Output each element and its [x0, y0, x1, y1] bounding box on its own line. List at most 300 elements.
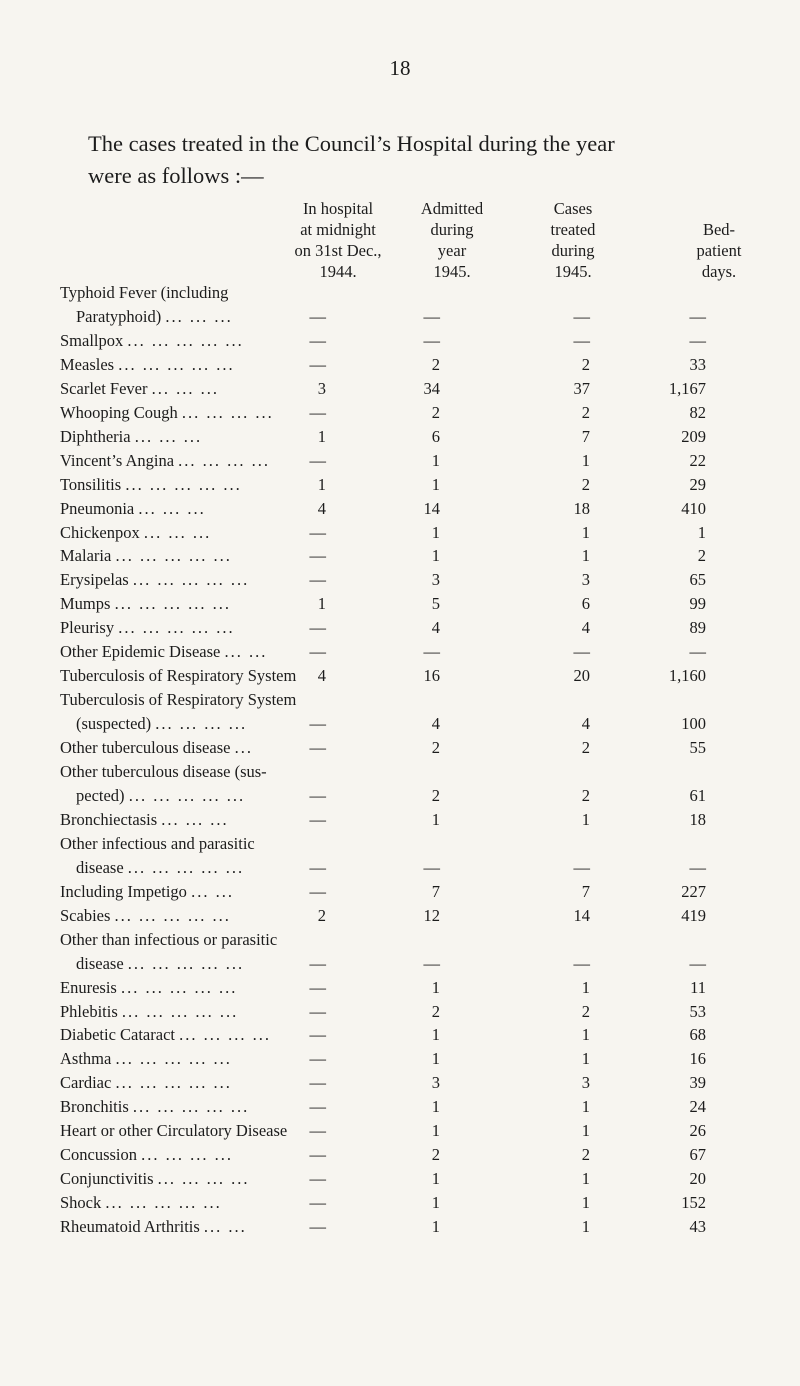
- row-value: 1: [317, 474, 326, 494]
- table-row: [0, 521, 800, 545]
- intro-paragraph: [88, 128, 768, 192]
- row-value: —: [309, 450, 326, 470]
- table-row: [0, 497, 800, 521]
- row-value: —: [573, 642, 590, 662]
- leader-dots: ... ... ... ...: [178, 450, 271, 470]
- table-row: [0, 760, 800, 784]
- intro-line-1: The cases treated in the Council’s Hospital during the year: [88, 131, 615, 156]
- row-value: 1: [431, 546, 440, 566]
- row-value: —: [573, 330, 590, 350]
- row-value: 82: [689, 402, 706, 422]
- row-label: [76, 952, 244, 976]
- row-value: 1: [697, 522, 706, 542]
- table-row: [0, 736, 800, 760]
- table-row: [0, 616, 800, 640]
- table-row: [0, 473, 800, 497]
- row-label: [60, 736, 253, 760]
- row-label: [60, 1191, 222, 1215]
- row-value: —: [309, 1145, 326, 1165]
- row-label: [60, 1095, 249, 1119]
- header-line: patient: [696, 241, 742, 260]
- row-value: 4: [431, 714, 440, 734]
- table-row: [0, 1023, 800, 1047]
- row-label-text: Tonsilitis: [60, 474, 122, 494]
- row-label-text: Other Epidemic Disease: [60, 642, 221, 662]
- row-label-text: Phlebitis: [60, 1001, 118, 1021]
- row-value: —: [309, 977, 326, 997]
- row-label: [60, 329, 244, 353]
- row-label-text: Scarlet Fever: [60, 378, 148, 398]
- leader-dots: ... ... ...: [134, 426, 203, 446]
- row-label: [60, 401, 274, 425]
- row-value: 18: [689, 809, 706, 829]
- row-value: —: [309, 1049, 326, 1069]
- leader-dots: ... ... ... ...: [179, 1025, 271, 1045]
- row-value: 2: [581, 1145, 590, 1165]
- row-value: 2: [431, 1001, 440, 1021]
- leader-dots: ... ... ... ... ...: [120, 977, 238, 997]
- row-value: 3: [431, 570, 440, 590]
- row-value: —: [309, 1217, 326, 1237]
- table-row: [0, 592, 800, 616]
- row-value: 1: [431, 1193, 440, 1213]
- row-value: —: [309, 1025, 326, 1045]
- row-value: 33: [689, 354, 706, 374]
- row-label: [60, 688, 296, 712]
- table-row: [0, 1143, 800, 1167]
- header-line: during: [551, 241, 595, 260]
- header-line: on 31st Dec.,: [294, 241, 382, 260]
- leader-dots: ... ... ... ...: [141, 1145, 234, 1165]
- row-value: —: [423, 642, 440, 662]
- row-value: —: [309, 785, 326, 805]
- leader-dots: ... ... ... ... ...: [105, 1193, 222, 1213]
- table-row: [0, 688, 800, 712]
- table-row: [0, 1047, 800, 1071]
- table-row: [0, 568, 800, 592]
- row-label: [60, 1167, 250, 1191]
- table-row: [0, 664, 800, 688]
- row-value: 1: [581, 977, 590, 997]
- row-value: 18: [573, 498, 590, 518]
- row-label-text: Diphtheria: [60, 426, 131, 446]
- row-value: 1: [581, 1217, 590, 1237]
- row-value: —: [309, 738, 326, 758]
- row-value: 65: [689, 570, 706, 590]
- leader-dots: ... ... ...: [165, 306, 233, 326]
- row-label-text: Scabies: [60, 905, 111, 925]
- row-value: 152: [681, 1193, 706, 1213]
- row-label-text: disease: [76, 953, 124, 973]
- table-row: [0, 377, 800, 401]
- leader-dots: ... ... ...: [161, 809, 229, 829]
- row-value: —: [309, 522, 326, 542]
- table-row: [0, 1071, 800, 1095]
- row-value: —: [309, 330, 326, 350]
- table-row: [0, 353, 800, 377]
- row-value: 1: [431, 1121, 440, 1141]
- leader-dots: ... ...: [191, 881, 234, 901]
- table-row: [0, 928, 800, 952]
- header-line: In hospital: [302, 199, 374, 218]
- row-label-text: Bronchitis: [60, 1097, 129, 1117]
- row-value: 2: [581, 354, 590, 374]
- row-value: 100: [681, 714, 706, 734]
- row-value: 4: [581, 618, 590, 638]
- row-value: 7: [431, 881, 440, 901]
- row-label-text: Mumps: [60, 594, 111, 614]
- row-label: [60, 544, 232, 568]
- table-row: [0, 281, 800, 305]
- table-row: [0, 1167, 800, 1191]
- row-value: 1: [317, 594, 326, 614]
- row-value: 26: [689, 1121, 706, 1141]
- row-value: 2: [431, 785, 440, 805]
- row-value: 2: [581, 1001, 590, 1021]
- row-value: 5: [431, 594, 440, 614]
- row-label: [60, 880, 234, 904]
- table-row: [0, 712, 800, 736]
- leader-dots: ... ... ... ...: [157, 1169, 250, 1189]
- row-value: 1: [431, 1169, 440, 1189]
- table-row: [0, 976, 800, 1000]
- intro-line-2: were as follows :—: [88, 163, 264, 188]
- row-label-text: Other tuberculous disease (sus-: [60, 762, 267, 781]
- row-value: —: [423, 330, 440, 350]
- row-value: —: [309, 402, 326, 422]
- row-value: 68: [689, 1025, 706, 1045]
- row-label-text: (suspected): [76, 714, 152, 734]
- row-label: [60, 760, 267, 784]
- leader-dots: ... ...: [224, 642, 268, 662]
- leader-dots: ... ... ... ...: [181, 402, 274, 422]
- row-label-text: disease: [76, 857, 124, 877]
- row-value: —: [309, 953, 326, 973]
- header-line: 1945.: [554, 262, 592, 281]
- row-value: 1: [431, 977, 440, 997]
- row-value: 3: [317, 378, 326, 398]
- row-label: [60, 1119, 287, 1143]
- row-label-text: Vincent’s Angina: [60, 450, 175, 470]
- row-label-text: Whooping Cough: [60, 402, 178, 422]
- row-value: 410: [681, 498, 706, 518]
- row-label-text: Tuberculosis of Respiratory System: [60, 690, 297, 710]
- row-label: [60, 473, 242, 497]
- row-value: 2: [697, 546, 706, 566]
- row-label-text: Erysipelas: [60, 570, 129, 590]
- leader-dots: ... ... ... ... ...: [127, 953, 245, 973]
- row-label-text: Heart or other Circulatory Disease: [60, 1121, 288, 1141]
- row-value: 4: [317, 498, 326, 518]
- row-label-text: Tuberculosis of Respiratory System: [60, 666, 297, 686]
- header-line: at midnight: [300, 220, 376, 239]
- row-value: —: [309, 881, 326, 901]
- row-label: [60, 1215, 247, 1239]
- table-row: [0, 832, 800, 856]
- leader-dots: ... ... ... ... ...: [132, 1097, 250, 1117]
- row-value: 7: [581, 881, 590, 901]
- row-label-text: Pneumonia: [60, 498, 135, 518]
- row-value: 99: [689, 594, 706, 614]
- row-value: —: [309, 1121, 326, 1141]
- row-value: 16: [423, 666, 440, 686]
- row-label: [76, 784, 245, 808]
- row-value: 89: [689, 618, 706, 638]
- row-value: 1: [431, 1049, 440, 1069]
- leader-dots: ... ... ... ... ...: [114, 905, 231, 925]
- row-value: 2: [317, 905, 326, 925]
- header-line: treated: [550, 220, 596, 239]
- row-label-text: Asthma: [60, 1049, 112, 1069]
- row-value: 1: [581, 546, 590, 566]
- row-label: [60, 521, 211, 545]
- row-value: 4: [317, 666, 326, 686]
- leader-dots: ... ... ... ... ...: [115, 546, 232, 566]
- row-value: 6: [581, 594, 590, 614]
- row-label-text: Malaria: [60, 546, 112, 566]
- row-value: —: [423, 306, 440, 326]
- row-label-text: pected): [76, 785, 125, 805]
- row-value: 29: [689, 474, 706, 494]
- header-cases-treated: [518, 198, 628, 282]
- header-line: 1944.: [319, 262, 357, 281]
- row-value: —: [309, 1169, 326, 1189]
- row-value: 1: [581, 1169, 590, 1189]
- row-value: 1: [581, 809, 590, 829]
- row-value: 34: [423, 378, 440, 398]
- leader-dots: ... ... ... ... ...: [127, 857, 245, 877]
- row-value: 22: [689, 450, 706, 470]
- row-value: 11: [690, 977, 706, 997]
- row-label-text: Smallpox: [60, 330, 124, 350]
- row-value: 4: [581, 714, 590, 734]
- header-admitted: [392, 198, 512, 282]
- row-value: 1: [431, 522, 440, 542]
- row-value: 14: [573, 905, 590, 925]
- row-value: —: [689, 857, 706, 877]
- row-label-text: Other infectious and parasitic: [60, 833, 255, 853]
- row-value: —: [309, 1001, 326, 1021]
- table-row: [0, 329, 800, 353]
- row-label-text: Other than infectious or parasitic: [60, 929, 278, 949]
- row-value: —: [689, 953, 706, 973]
- leader-dots: ... ... ...: [138, 498, 206, 518]
- row-value: 1,160: [668, 666, 706, 686]
- table-row: [0, 425, 800, 449]
- row-value: 20: [689, 1169, 706, 1189]
- header-line: days.: [701, 262, 737, 281]
- row-value: 1: [431, 809, 440, 829]
- row-value: —: [309, 546, 326, 566]
- row-value: 1: [581, 450, 590, 470]
- row-value: 55: [689, 738, 706, 758]
- table-row: [0, 784, 800, 808]
- row-value: 1: [431, 450, 440, 470]
- row-label: [60, 425, 202, 449]
- row-value: —: [423, 953, 440, 973]
- row-label: [76, 856, 244, 880]
- row-value: 43: [689, 1217, 706, 1237]
- row-value: 1: [581, 1193, 590, 1213]
- row-value: —: [423, 857, 440, 877]
- row-value: —: [309, 714, 326, 734]
- row-label-text: Including Impetigo: [60, 881, 187, 901]
- leader-dots: ...: [234, 738, 253, 758]
- row-value: —: [573, 306, 590, 326]
- table-row: [0, 449, 800, 473]
- row-value: —: [309, 809, 326, 829]
- row-value: 24: [689, 1097, 706, 1117]
- row-value: 61: [689, 785, 706, 805]
- row-value: 2: [581, 785, 590, 805]
- table-row: [0, 401, 800, 425]
- row-label: [76, 712, 247, 736]
- row-label: [76, 305, 233, 329]
- row-label-text: Other tuberculous disease: [60, 738, 231, 758]
- table-row: [0, 1191, 800, 1215]
- row-label-text: Typhoid Fever (including: [60, 283, 229, 302]
- row-value: —: [309, 570, 326, 590]
- row-label: [60, 616, 235, 640]
- table-row: [0, 640, 800, 664]
- row-label: [60, 592, 231, 616]
- row-value: 3: [431, 1073, 440, 1093]
- leader-dots: ... ... ...: [143, 522, 212, 542]
- row-value: 39: [689, 1073, 706, 1093]
- row-label: [60, 353, 235, 377]
- row-value: 3: [581, 1073, 590, 1093]
- row-label: [60, 568, 249, 592]
- table-row: [0, 904, 800, 928]
- row-value: 67: [689, 1145, 706, 1165]
- row-label-text: Cardiac: [60, 1073, 112, 1093]
- row-value: 37: [573, 378, 590, 398]
- row-value: 3: [581, 570, 590, 590]
- table-row: [0, 1000, 800, 1024]
- header-line: Bed-: [702, 220, 736, 239]
- row-label-text: Diabetic Cataract: [60, 1025, 175, 1045]
- row-value: —: [573, 953, 590, 973]
- row-label: [60, 832, 255, 856]
- row-label-text: Measles: [60, 354, 115, 374]
- row-label: [60, 928, 277, 952]
- row-value: 12: [423, 905, 440, 925]
- row-value: —: [309, 1193, 326, 1213]
- row-value: 1: [581, 1097, 590, 1117]
- row-value: —: [573, 857, 590, 877]
- row-label: [60, 449, 270, 473]
- leader-dots: ... ... ... ... ...: [128, 785, 246, 805]
- row-value: 20: [573, 666, 590, 686]
- row-value: 1: [581, 1049, 590, 1069]
- page-number: 18: [389, 56, 411, 80]
- leader-dots: ... ... ... ... ...: [125, 474, 242, 494]
- leader-dots: ... ... ... ... ...: [114, 594, 231, 614]
- row-value: —: [689, 306, 706, 326]
- row-label: [60, 1047, 232, 1071]
- table-row: [0, 856, 800, 880]
- row-value: 419: [681, 905, 706, 925]
- row-label: [60, 1071, 232, 1095]
- row-label: [60, 497, 206, 521]
- row-value: 2: [431, 402, 440, 422]
- row-label-text: Pleurisy: [60, 618, 115, 638]
- row-value: 1: [581, 1025, 590, 1045]
- row-value: —: [309, 618, 326, 638]
- header-line: year: [437, 241, 467, 260]
- row-value: 2: [581, 738, 590, 758]
- row-value: 14: [423, 498, 440, 518]
- row-value: 2: [581, 402, 590, 422]
- row-label: [60, 1000, 238, 1024]
- table-row: [0, 1215, 800, 1239]
- row-value: 2: [431, 1145, 440, 1165]
- row-value: 1,167: [668, 378, 706, 398]
- row-value: 1: [581, 1121, 590, 1141]
- row-value: 6: [431, 426, 440, 446]
- header-line: Cases: [553, 199, 593, 218]
- row-value: 227: [681, 881, 706, 901]
- row-value: 4: [431, 618, 440, 638]
- row-value: —: [689, 330, 706, 350]
- leader-dots: ... ... ...: [151, 378, 220, 398]
- row-label-text: Conjunctivitis: [60, 1169, 154, 1189]
- row-label: [60, 976, 237, 1000]
- row-value: —: [309, 857, 326, 877]
- row-label: [60, 1023, 271, 1047]
- table-row: [0, 544, 800, 568]
- row-label-text: Paratyphoid): [76, 306, 162, 326]
- leader-dots: ... ... ... ... ...: [127, 330, 244, 350]
- row-value: —: [309, 1097, 326, 1117]
- row-value: 2: [581, 474, 590, 494]
- table-row: [0, 808, 800, 832]
- row-label: [60, 904, 231, 928]
- row-label-text: Bronchiectasis: [60, 809, 158, 829]
- row-value: —: [309, 306, 326, 326]
- leader-dots: ... ... ... ... ...: [132, 570, 250, 590]
- header-line: during: [430, 220, 474, 239]
- row-value: 1: [431, 474, 440, 494]
- row-value: 2: [431, 738, 440, 758]
- row-value: 1: [581, 522, 590, 542]
- row-value: 2: [431, 354, 440, 374]
- row-label: [60, 640, 267, 664]
- row-value: 53: [689, 1001, 706, 1021]
- header-line: Admitted: [420, 199, 484, 218]
- row-value: 1: [431, 1217, 440, 1237]
- leader-dots: ... ... ... ... ...: [121, 1001, 239, 1021]
- row-label: [60, 281, 228, 305]
- row-value: —: [309, 354, 326, 374]
- leader-dots: ... ... ... ... ...: [115, 1049, 232, 1069]
- row-value: 1: [317, 426, 326, 446]
- row-label-text: Rheumatoid Arthritis: [60, 1217, 200, 1237]
- row-label-text: Enuresis: [60, 977, 117, 997]
- leader-dots: ... ... ... ...: [155, 714, 248, 734]
- table-row: [0, 880, 800, 904]
- row-value: 7: [581, 426, 590, 446]
- row-label-text: Shock: [60, 1193, 102, 1213]
- row-value: 1: [431, 1025, 440, 1045]
- row-value: 209: [681, 426, 706, 446]
- leader-dots: ... ... ... ... ...: [115, 1073, 232, 1093]
- table-row: [0, 1095, 800, 1119]
- row-label-text: Chickenpox: [60, 522, 140, 542]
- row-value: —: [689, 642, 706, 662]
- row-value: 1: [431, 1097, 440, 1117]
- row-label: [60, 808, 229, 832]
